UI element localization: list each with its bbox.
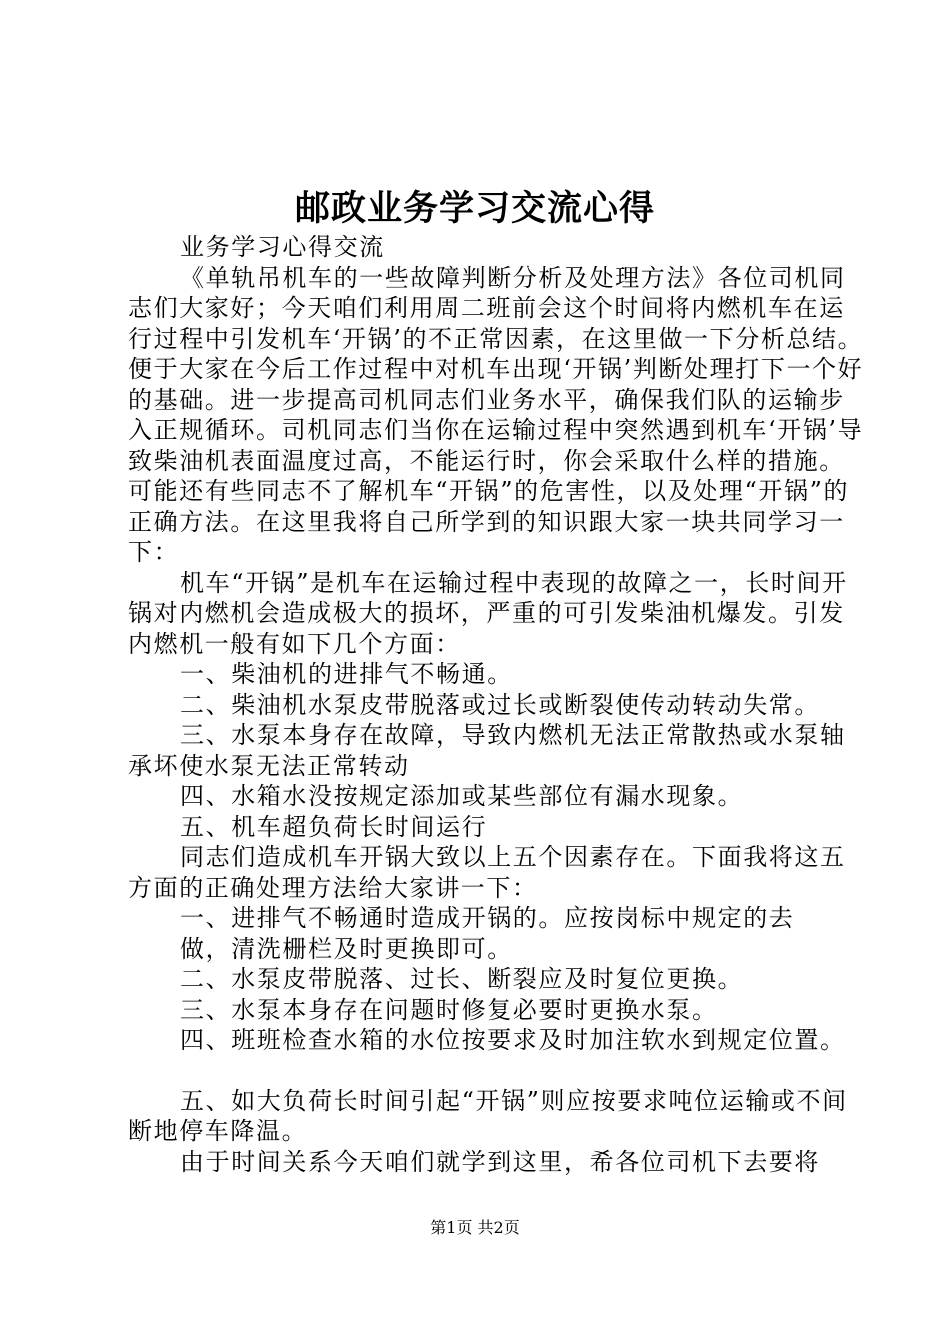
document-body [128, 232, 868, 1177]
subtitle-paragraph: 业务学习心得交流 [180, 233, 385, 261]
solution-item-1: 一、进排气不畅通时造成开锅的。应按岗标中规定的去 [180, 904, 795, 932]
cause-item-3: 三、水泵本身存在故障，导致内燃机无法正常散热或水泵轴承坏使水泵无法正常转动 [128, 721, 846, 780]
cause-item-2: 二、柴油机水泵皮带脱落或过长或断裂使传动转动失常。 [180, 690, 820, 719]
solution-intro-paragraph: 同志们造成机车开锅大致以上五个因素存在。下面我将这五方面的正确处理方法给大家讲一下： [128, 843, 846, 902]
solution-item-2: 二、水泵皮带脱落、过长、断裂应及时复位更换。 [180, 965, 744, 993]
cause-item-1: 一、柴油机的进排气不畅通。 [180, 660, 513, 688]
cause-item-4: 四、水箱水没按规定添加或某些部位有漏水现象。 [180, 782, 744, 810]
closing-paragraph: 由于时间关系今天咱们就学到这里，希各位司机下去要将 [180, 1147, 820, 1176]
page-footer: 第1页 共2页 [430, 1218, 520, 1237]
solution-item-4: 四、班班检查水箱的水位按要求及时加注软水到规定位置。 [180, 1026, 846, 1054]
cause-intro-paragraph: 机车“开锅”是机车在运输过程中表现的故障之一，长时间开锅对内燃机会造成极大的损坏，严重的可引发柴油机爆发。引发内燃机一般有如下几个方面： [128, 568, 848, 658]
document-title: 邮政业务学习交流心得 [294, 188, 655, 229]
intro-paragraph: 《单轨吊机车的一些故障判断分析及处理方法》各位司机同志们大家好；今天咱们利用周二班前会这个时间将内燃机车在运行过程中引发机车‘开锅’的不正常因素，在这里做一下分析总结。便于大家在今后工作过程中对机车出现‘开锅’判断处理打下一个好的基础。进一步提高司机同志们业务水平，确保我们队的运输步入正规循环。司机同志们当你在运输过程中突然遇到机车‘开锅’导致柴油机表面温度过高，不能运行时，你会采取什么样的措施。可能还有些同志不了解机车“开锅”的危害性，以及处理“开锅”的正确方法。在这里我将自己所学到的知识跟大家一块共同学习一下： [128, 263, 864, 566]
cause-item-5: 五、机车超负荷长时间运行 [180, 812, 488, 841]
solution-item-1-continued: 做，清洗栅栏及时更换即可。 [180, 934, 513, 963]
solution-item-5: 五、如大负荷长时间引起“开锅”则应按要求吨位运输或不间断地停车降温。 [128, 1086, 848, 1145]
solution-item-3: 三、水泵本身存在问题时修复必要时更换水泵。 [180, 995, 718, 1024]
